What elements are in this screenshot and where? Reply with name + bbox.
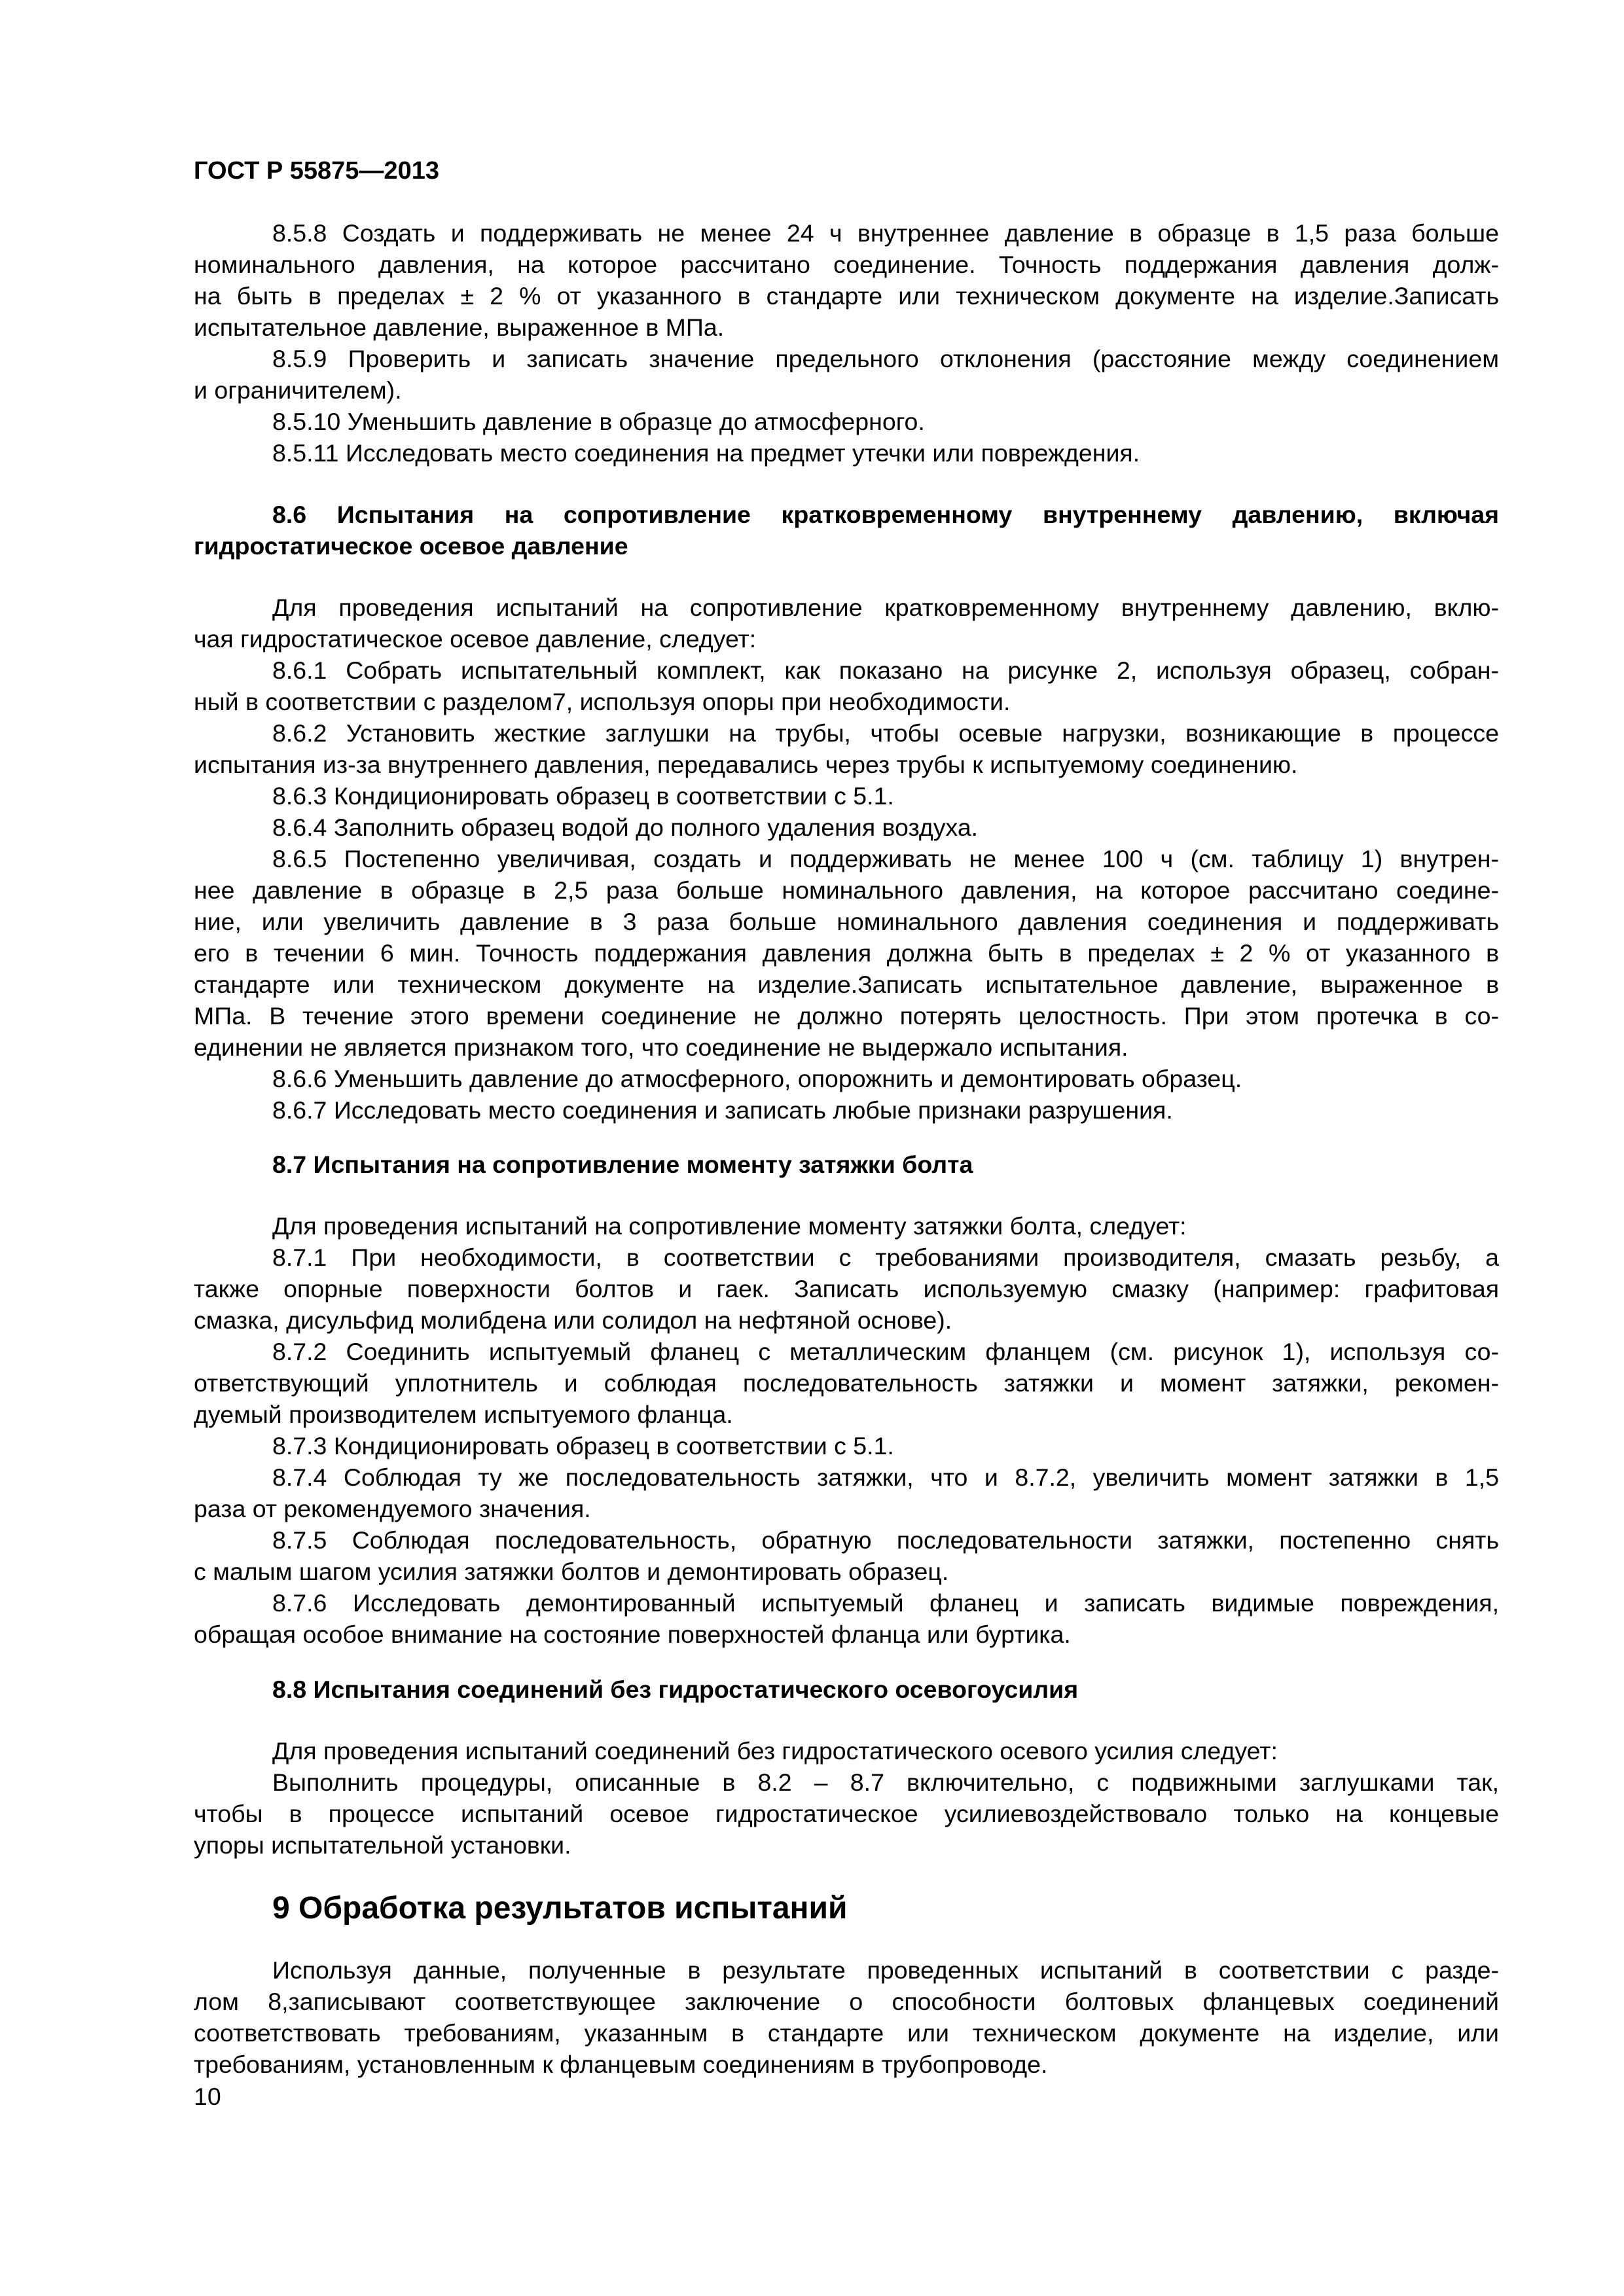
paragraph-line: 8.6.6 Уменьшить давление до атмосферного, опорожнить и демонтировать образец. xyxy=(272,1065,1242,1092)
paragraph-line: 8.6.7 Исследовать место соединения и записать любые признаки разрушения. xyxy=(272,1096,1173,1124)
paragraph-line: 8.6.2 Установить жесткие заглушки на трубы, чтобы осевые нагрузки, возникающие в процессе xyxy=(272,719,1499,747)
paragraph-line: испытания из-за внутреннего давления, передавались через трубы к испытуемому соединению. xyxy=(194,751,1298,778)
paragraph-line: ние, или увеличить давление в 3 раза больше номинального давления соединения и поддерживать xyxy=(194,908,1499,935)
section-heading-8-6-cont: гидростатическое осевое давление xyxy=(194,532,628,560)
paragraph-line: 8.5.10 Уменьшить давление в образце до атмосферного. xyxy=(272,408,925,435)
paragraph-line: с малым шагом усилия затяжки болтов и демонтировать образец. xyxy=(194,1558,949,1585)
paragraph-line: его в течении 6 мин. Точность поддержания давления должна быть в пределах ± 2 % от указанного в xyxy=(194,939,1499,967)
paragraph-line: 8.7.5 Соблюдая последовательность, обратную последовательности затяжки, постепенно снять xyxy=(272,1526,1499,1554)
paragraph-line: чая гидростатическое осевое давление, следует: xyxy=(194,625,757,653)
paragraph-line: лом 8,записывают соответствующее заключение о способности болтовых фланцевых соединений xyxy=(194,1988,1499,2015)
paragraph-line: единении не является признаком того, что соединение не выдержало испытания. xyxy=(194,1033,1128,1061)
section-heading-8-7: 8.7 Испытания на сопротивление моменту затяжки болта xyxy=(272,1151,973,1178)
paragraph-line: 8.6.1 Собрать испытательный комплект, как показано на рисунке 2, используя образец, собран- xyxy=(272,656,1499,684)
paragraph-line: ный в соответствии с разделом7, используя опоры при необходимости. xyxy=(194,688,1011,715)
paragraph-line: 8.7.4 Соблюдая ту же последовательность затяжки, что и 8.7.2, увеличить момент затяжки в 1,5 xyxy=(272,1463,1499,1491)
paragraph-line: 8.7.6 Исследовать демонтированный испытуемый фланец и записать видимые повреждения, xyxy=(272,1589,1499,1617)
paragraph-line: и ограничителем). xyxy=(194,376,402,404)
paragraph-line: Выполнить процедуры, описанные в 8.2 – 8.7 включительно, с подвижными заглушками так, xyxy=(272,1768,1499,1796)
paragraph-line: Для проведения испытаний на сопротивление кратковременному внутреннему давлению, вклю- xyxy=(272,594,1499,621)
paragraph-line: 8.6.4 Заполнить образец водой до полного удаления воздуха. xyxy=(272,814,979,841)
paragraph-line: 8.5.9 Проверить и записать значение предельного отклонения (расстояние между соединением xyxy=(272,345,1499,372)
paragraph-line: МПа. В течение этого времени соединение не должно потерять целостность. При этом протечка в со- xyxy=(194,1002,1499,1030)
paragraph-line: требованиям, установленным к фланцевым соединениям в трубопроводе. xyxy=(194,2051,1048,2078)
paragraph-line: 8.5.8 Создать и поддерживать не менее 24 ч внутреннее давление в образце в 1,5 раза больше xyxy=(272,219,1499,247)
paragraph-line: 8.6.3 Кондиционировать образец в соответствии с 5.1. xyxy=(272,782,894,810)
paragraph-line: обращая особое внимание на состояние поверхностей фланца или буртика. xyxy=(194,1621,1071,1648)
paragraph-line: номинального давления, на которое рассчитано соединение. Точность поддержания давления долж- xyxy=(194,251,1499,278)
paragraph-line: раза от рекомендуемого значения. xyxy=(194,1495,591,1522)
paragraph-line: на быть в пределах ± 2 % от указанного в стандарте или техническом документе на изделие.Записать xyxy=(194,282,1499,310)
paragraph-line: дуемый производителем испытуемого фланца. xyxy=(194,1401,733,1428)
paragraph-line: соответствовать требованиям, указанным в стандарте или техническом документе на изделие, или xyxy=(194,2019,1499,2047)
paragraph-line: стандарте или техническом документе на изделие.Записать испытательное давление, выраженное в xyxy=(194,971,1499,998)
paragraph-line: также опорные поверхности болтов и гаек. Записать используемую смазку (например: графитовая xyxy=(194,1275,1499,1302)
section-heading-8-8: 8.8 Испытания соединений без гидростатического осевогоусилия xyxy=(272,1676,1079,1703)
paragraph-line: 8.6.5 Постепенно увеличивая, создать и поддерживать не менее 100 ч (см. таблицу 1) внутрен- xyxy=(272,845,1499,872)
paragraph-line: Используя данные, полученные в результате проведенных испытаний в соответствии с разде- xyxy=(272,1956,1499,1984)
paragraph-line: чтобы в процессе испытаний осевое гидростатическое усилиевоздействовало только на концевые xyxy=(194,1800,1499,1827)
paragraph-line: ответствующий уплотнитель и соблюдая последовательность затяжки и момент затяжки, рекомен- xyxy=(194,1369,1499,1397)
paragraph-line: испытательное давление, выраженное в МПа. xyxy=(194,314,725,341)
section-heading-8-6: 8.6 Испытания на сопротивление кратковременному внутреннему давлению, включая xyxy=(272,501,1499,528)
page-number: 10 xyxy=(194,2083,221,2110)
section-heading-9: 9 Обработка результатов испытаний xyxy=(272,1891,848,1926)
paragraph-line: 8.5.11 Исследовать место соединения на предмет утечки или повреждения. xyxy=(272,439,1140,467)
paragraph-line: смазка, дисульфид молибдена или солидол на нефтяной основе). xyxy=(194,1306,952,1334)
paragraph-line: упоры испытательной установки. xyxy=(194,1831,571,1859)
paragraph-line: 8.7.2 Соединить испытуемый фланец с металлическим фланцем (см. рисунок 1), используя со- xyxy=(272,1338,1499,1365)
paragraph-line: Для проведения испытаний на сопротивление моменту затяжки болта, следует: xyxy=(272,1212,1187,1240)
paragraph-line: 8.7.3 Кондиционировать образец в соответствии с 5.1. xyxy=(272,1432,894,1460)
paragraph-line: Для проведения испытаний соединений без гидростатического осевого усилия следует: xyxy=(272,1737,1278,1765)
paragraph-line: 8.7.1 При необходимости, в соответствии с требованиями производителя, смазать резьбу, а xyxy=(272,1244,1499,1271)
document-header: ГОСТ Р 55875—2013 xyxy=(194,157,439,185)
paragraph-line: нее давление в образце в 2,5 раза больше номинального давления, на которое рассчитано соедине- xyxy=(194,876,1499,904)
